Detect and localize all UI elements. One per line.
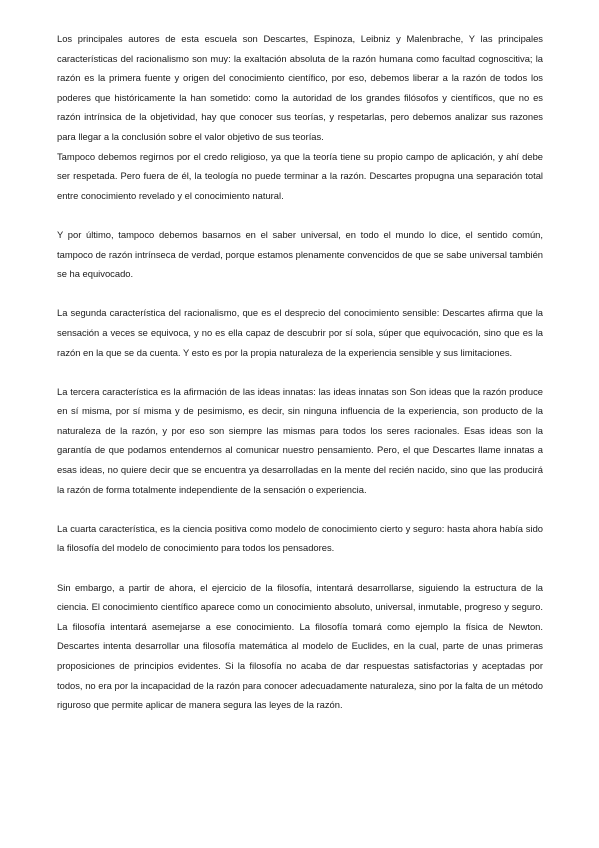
paragraph-spacer [57,205,543,225]
paragraph-spacer [57,362,543,382]
paragraph-2: Tampoco debemos regirnos por el credo religioso, ya que la teoría tiene su propio campo de aplicación, y ahí debe ser respetada. Pero fuera de él, la teología no puede terminar a la razón. Descartes propugna una separación total entre conocimiento revelado y el conocimiento natural. [57,150,543,201]
paragraph-6: La cuarta característica, es la ciencia positiva como modelo de conocimiento cierto y seguro: hasta ahora había sido la filosofía del modelo de conocimiento para todos los pensadores. [57,522,543,554]
paragraph-4: La segunda característica del racionalismo, que es el desprecio del conocimiento sensible: Descartes afirma que la sensación a veces se equivoca, y no es ella capaz de descubrir por sí sola, súper que equivocación, sino que es la razón en la que se da cuenta. Y esto es por la propia naturaleza de la experiencia sensible y sus limitaciones. [57,307,543,358]
paragraph-spacer [57,558,543,578]
paragraph-spacer [57,284,543,304]
document-body [57,29,543,715]
paragraph-spacer [57,499,543,519]
paragraph-7: Sin embargo, a partir de ahora, el ejercicio de la filosofía, intentará desarrollarse, siguiendo la estructura de la ciencia. El conocimiento científico aparece como un conocimiento absoluto, universal, inmutable, progreso y seguro. La filosofía intentará asemejarse a ese conocimiento. La filosofía tomará como ejemplo la física de Newton. Descartes intenta desarrollar una filosofía matemática al modelo de Euclides, en la cual, parte de unas primeras proposiciones de principios evidentes. Si la filosofía no acaba de dar respuestas satisfactorias y aceptadas por todos, no era por la incapacidad de la razón para conocer adecuadamente naturaleza, sino por la falta de un método riguroso que permite aplicar de manera segura las leyes de la razón. [57,581,543,711]
paragraph-5: La tercera característica es la afirmación de las ideas innatas: las ideas innatas son Son ideas que la razón produce en sí misma, por sí misma y de pesimismo, es decir, sin ninguna influencia de la experiencia, son producto de la naturaleza de la razón, y por eso son siempre las mismas para todos los seres racionales. Esas ideas son la garantía de que podamos entendernos al comunicar nuestro pensamiento. Pero, el que Descartes llame innatas a esas ideas, no quiere decir que se encuentra ya desarrolladas en la mente del recién nacido, sino que las producirá la razón de forma totalmente independiente de la sensación o experiencia. [57,385,543,495]
paragraph-1: Los principales autores de esta escuela son Descartes, Espinoza, Leibniz y Malenbrache, Y las principales características del racionalismo son muy: la exaltación absoluta de la razón humana como facultad cognoscitiva; la razón es la primera fuente y origen del conocimiento científico, por eso, debemos liberar a la razón de todos los poderes que históricamente la han sometido: como la autoridad de los grandes filósofos y científicos, que no es razón intrínsica de la objetividad, hay que conocer sus teorías, y respetarlas, pero debemos analizar sus razones para llegar a la conclusión sobre el valor objetivo de sus teorías. [57,33,543,142]
paragraph-3: Y por último, tampoco debemos basarnos en el saber universal, en todo el mundo lo dice, el sentido común, tampoco de razón intrínseca de verdad, porque estamos plenamente convencidos de que se sabe universal también se ha equivocado. [57,228,543,280]
